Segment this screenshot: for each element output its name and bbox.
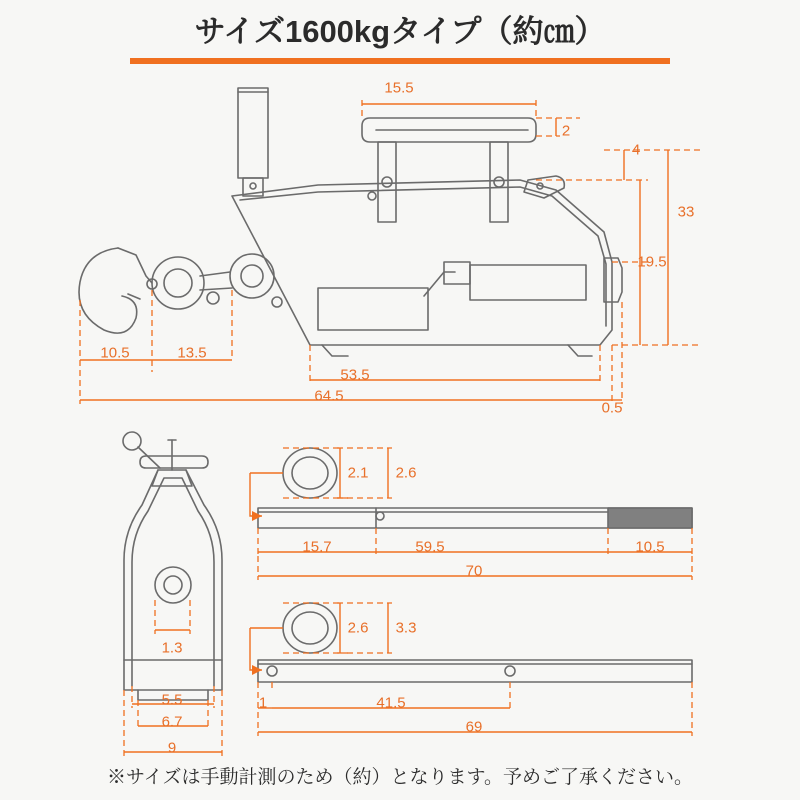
dim-13-5: 13.5: [177, 344, 207, 362]
dim-70: 70: [465, 562, 483, 580]
dim-6-7: 6.7: [161, 713, 183, 731]
dim-64-5: 64.5: [314, 387, 344, 405]
dim-4: 4: [631, 141, 641, 159]
dim-5-5: 5.5: [161, 691, 183, 709]
dim-0-5: 0.5: [601, 399, 623, 417]
front-view-body: [123, 432, 222, 700]
dim-10-5-b: 10.5: [635, 538, 665, 556]
dim-2-1: 2.1: [347, 464, 369, 482]
dim-53-5: 53.5: [340, 366, 370, 384]
dim-1-3: 1.3: [161, 639, 183, 657]
dim-15-5: 15.5: [384, 79, 414, 97]
dim-2: 2: [561, 122, 571, 140]
dim-9: 9: [167, 739, 177, 757]
side-view-body: [79, 88, 622, 356]
dim-19-5: 19.5: [637, 253, 667, 271]
dim-1: 1: [258, 694, 268, 712]
rope-assembly-69: [258, 603, 692, 682]
dim-15-7: 15.7: [302, 538, 332, 556]
dim-2-6-a: 2.6: [395, 464, 417, 482]
dimension-arrowheads: [252, 511, 262, 675]
footnote-text: ※サイズは手動計測のため（約）となります。予めご了承ください。: [107, 767, 693, 788]
dim-2-6-b: 2.6: [347, 619, 369, 637]
dim-69: 69: [465, 718, 483, 736]
dim-10-5-a: 10.5: [100, 344, 130, 362]
dimension-lines: [80, 100, 700, 756]
dim-3-3: 3.3: [395, 619, 417, 637]
dim-59-5: 59.5: [415, 538, 445, 556]
page-title: サイズ1600kgタイプ（約㎝）: [194, 14, 606, 49]
dim-41-5: 41.5: [376, 694, 406, 712]
dim-33: 33: [677, 203, 695, 221]
